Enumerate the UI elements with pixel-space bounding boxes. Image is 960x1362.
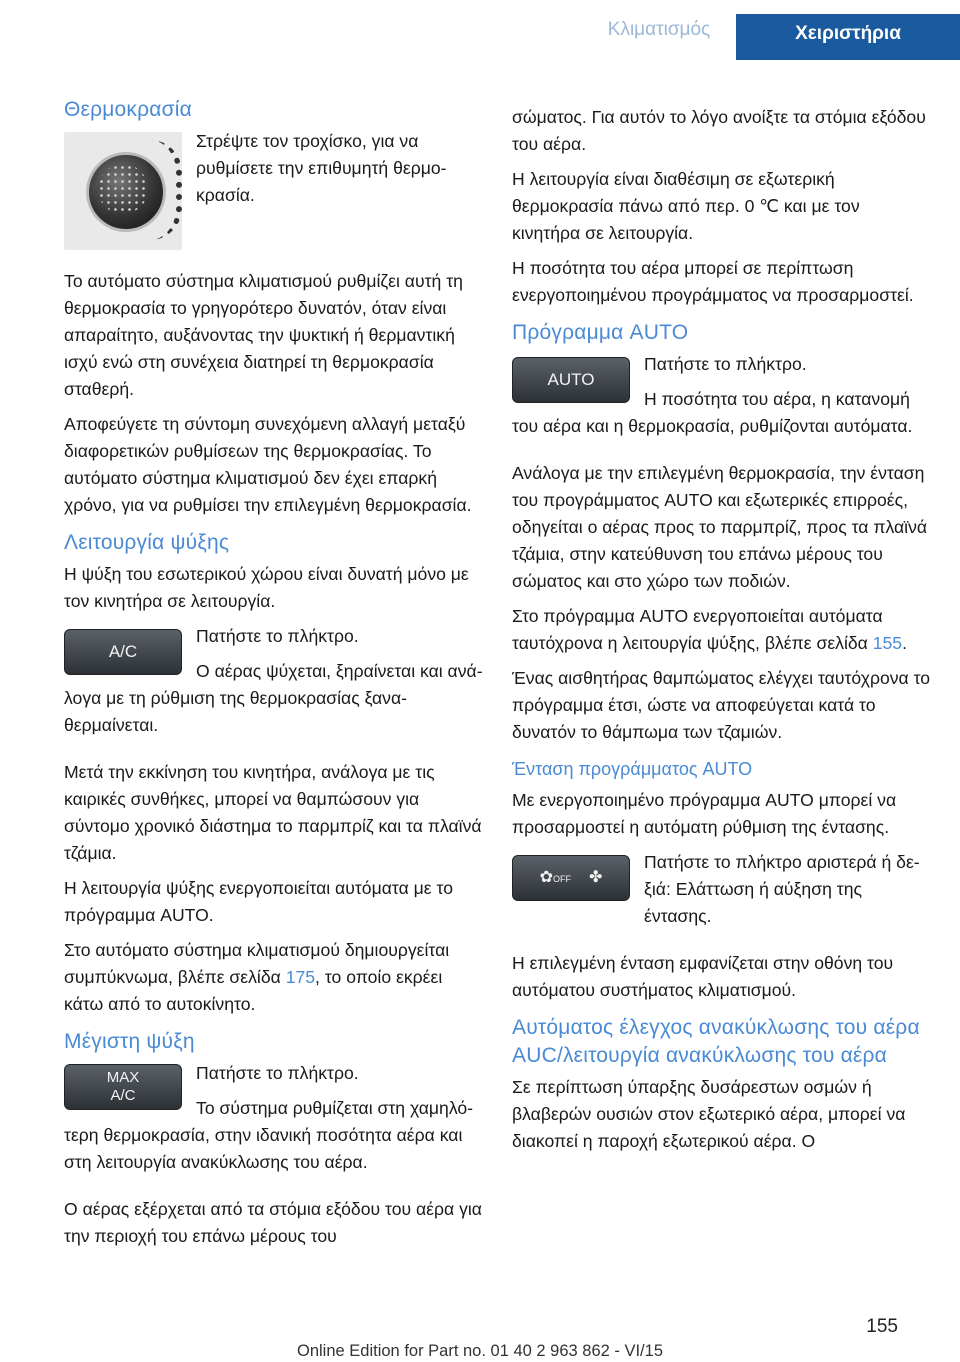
heading-auto-intensity: Ένταση προγράμματος AUTO [512, 759, 753, 779]
header-section-label: Κλιματισμός [607, 19, 711, 40]
paragraph: Η ποσότητα του αέρα μπορεί σε περίπτωση ενεργοποιημένου προγράμματος να προσαρμοστεί. [512, 258, 914, 305]
fan-icon: ✤ [589, 869, 603, 886]
paragraph: Με ενεργοποιημένο πρόγραμμα AUTO μπορεί να προσαρμοστεί η αυτόματη ρύθμιση της έντασης. [512, 790, 897, 837]
max-ac-button-image [64, 1064, 182, 1110]
page-link[interactable]: 175 [285, 967, 316, 987]
paragraph: Στο πρόγραμμα AUTO ενεργοποιείται αυτόματα ταυτόχρονα η λειτουργία ψύξης, βλέπε σελίδα 155. [512, 606, 907, 653]
page-link[interactable]: 155 [872, 633, 903, 653]
paragraph: Η επιλεγμένη ένταση εμφανίζεται στην οθόνη του αυτόματου συστήματος κλιματισμού. [512, 953, 894, 1000]
paragraph: Η ψύξη του εσωτερικού χώρου είναι δυνατή μόνο με τον κινητήρα σε λειτουργία. [64, 564, 469, 611]
right-column [512, 104, 932, 1163]
heading-max-cooling: Μέγιστη ψύξη [64, 1030, 195, 1053]
paragraph: Ένας αισθητήρας θαμπώματος ελέγχει ταυτόχρονα το πρόγραμμα έτσι, ώστε να αποφεύγεται κατά το δυνατόν το θάμπωμα των τζαμιών. [512, 668, 931, 742]
ac-button-icon: A/C [64, 629, 182, 675]
max-ac-button-icon: MAX A/C [64, 1064, 182, 1110]
paragraph: Σε περίπτωση ύπαρξης δυσάρεστων οσμών ή βλαβερών ουσιών στον εξωτερικό αέρα, μπορεί να διακοπεί η παροχή εξωτερικού αέρα. Ο [512, 1077, 906, 1151]
paragraph: Στο αυτόματο σύστημα κλιματισμού δημιουργείται συμπύκνωμα, βλέπε σελίδα 175, το οποίο εκρέει κάτω από το αυτοκίνητο. [64, 940, 450, 1014]
auto-description: Η ποσότητα του αέρα, η κατανομή του αέρα και η θερμοκρασία, ρυθμίζονται αυτόματα. [512, 389, 913, 436]
heading-auto-program: Πρόγραμμα AUTO [512, 321, 689, 344]
heading-auc: Αυτόματος έλεγχος ανακύκλωσης του αέρα AUC/λειτουργία ανακύκλωσης του αέρα [512, 1016, 920, 1067]
fan-button-image [512, 855, 630, 901]
max-instruction: Πατήστε το πλήκτρο. [196, 1063, 359, 1083]
ac-button-image [64, 629, 182, 675]
ac-description: Ο αέρας ψύχεται, ξηραίνεται και ανάλογα με τη ρύθμιση της θερμοκρασίας ξαναθερμαίνεται. [64, 661, 483, 735]
auto-button-icon: AUTO [512, 357, 630, 403]
header-chapter-tab: Χειριστήρια [736, 14, 960, 60]
left-column [64, 96, 484, 1258]
fan-intensity-button-icon: ✿OFF ✤ [512, 855, 630, 901]
paragraph: Το αυτόματο σύστημα κλιματισμού ρυθμίζει αυτή τη θερμοκρασία το γρηγορότερο δυνατόν, όταν είναι απαραίτητο, αυξάνοντας την ψυκτική ή θερμαντική ισχύ ενώ στη συνέχεια διατηρεί τη θερμοκρασία σταθερή. [64, 271, 463, 399]
max-description: Το σύστημα ρυθμίζεται στη χαμηλότερη θερμοκρασία, στην ιδανική ποσότητα αέρα και στη λειτουργία ανακύκλωσης του αέρα. [64, 1098, 473, 1172]
heading-temperature: Θερμοκρασία [64, 98, 192, 121]
paragraph: Μετά την εκκίνηση του κινητήρα, ανάλογα με τις καιρικές συνθήκες, μπορεί να θαμπώσουν για σύντομο χρονικό διάστημα το παρμπρίζ και τα πλαϊνά τζάμια. [64, 762, 482, 863]
paragraph: Η λειτουργία ψύξης ενεργοποιείται αυτόματα με το πρόγραμμα AUTO. [64, 878, 453, 925]
heading-cooling: Λειτουργία ψύξης [64, 531, 230, 554]
paragraph: σώματος. Για αυτόν το λόγο ανοίξτε τα στόμια εξόδου του αέρα. [512, 107, 926, 154]
auto-instruction: Πατήστε το πλήκτρο. [644, 354, 807, 374]
intensity-instruction: Πατήστε το πλήκτρο αριστερά ή δεξιά: Ελάττωση ή αύξηση της έντασης. [644, 852, 920, 926]
page-number: 155 [866, 1316, 898, 1337]
paragraph: Αποφεύγετε τη σύντομη συνεχόμενη αλλαγή μεταξύ διαφορετικών ρυθμίσεων της θερμοκρασίας. Το αυτόματο σύστημα κλιματισμού δεν έχει επαρκή χρόνο, για να ρυθμίσει την επιλεγμένη θερμοκρασία. [64, 414, 472, 515]
temperature-knob-image [64, 132, 182, 250]
edition-footer: Online Edition for Part no. 01 40 2 963 862 - VI/15 [297, 1342, 663, 1360]
paragraph: Ανάλογα με την επιλεγμένη θερμοκρασία, την ένταση του προγράμματος AUTO και εξωτερικές επιρροές, οδηγείται ο αέρας προς το παρμπρίζ, προς τα πλαϊνά τζάμια, στην κατεύθυνση του επάνω μέρους του σώματος και στο χώρο των ποδιών. [512, 463, 928, 591]
paragraph: Η λειτουργία είναι διαθέσιμη σε εξωτερική θερμοκρασία πάνω από περ. 0 ℃ και με τον κινητήρα σε λειτουργία. [512, 169, 860, 243]
ac-instruction: Πατήστε το πλήκτρο. [196, 626, 359, 646]
auto-button-image [512, 357, 630, 403]
temp-instruction: Στρέψτε τον τροχίσκο, για να ρυθμίσετε την επιθυμητή θερμοκρασία. [196, 131, 447, 205]
paragraph: Ο αέρας εξέρχεται από τα στόμια εξόδου του αέρα για την περιοχή του επάνω μέρους του [64, 1199, 482, 1246]
